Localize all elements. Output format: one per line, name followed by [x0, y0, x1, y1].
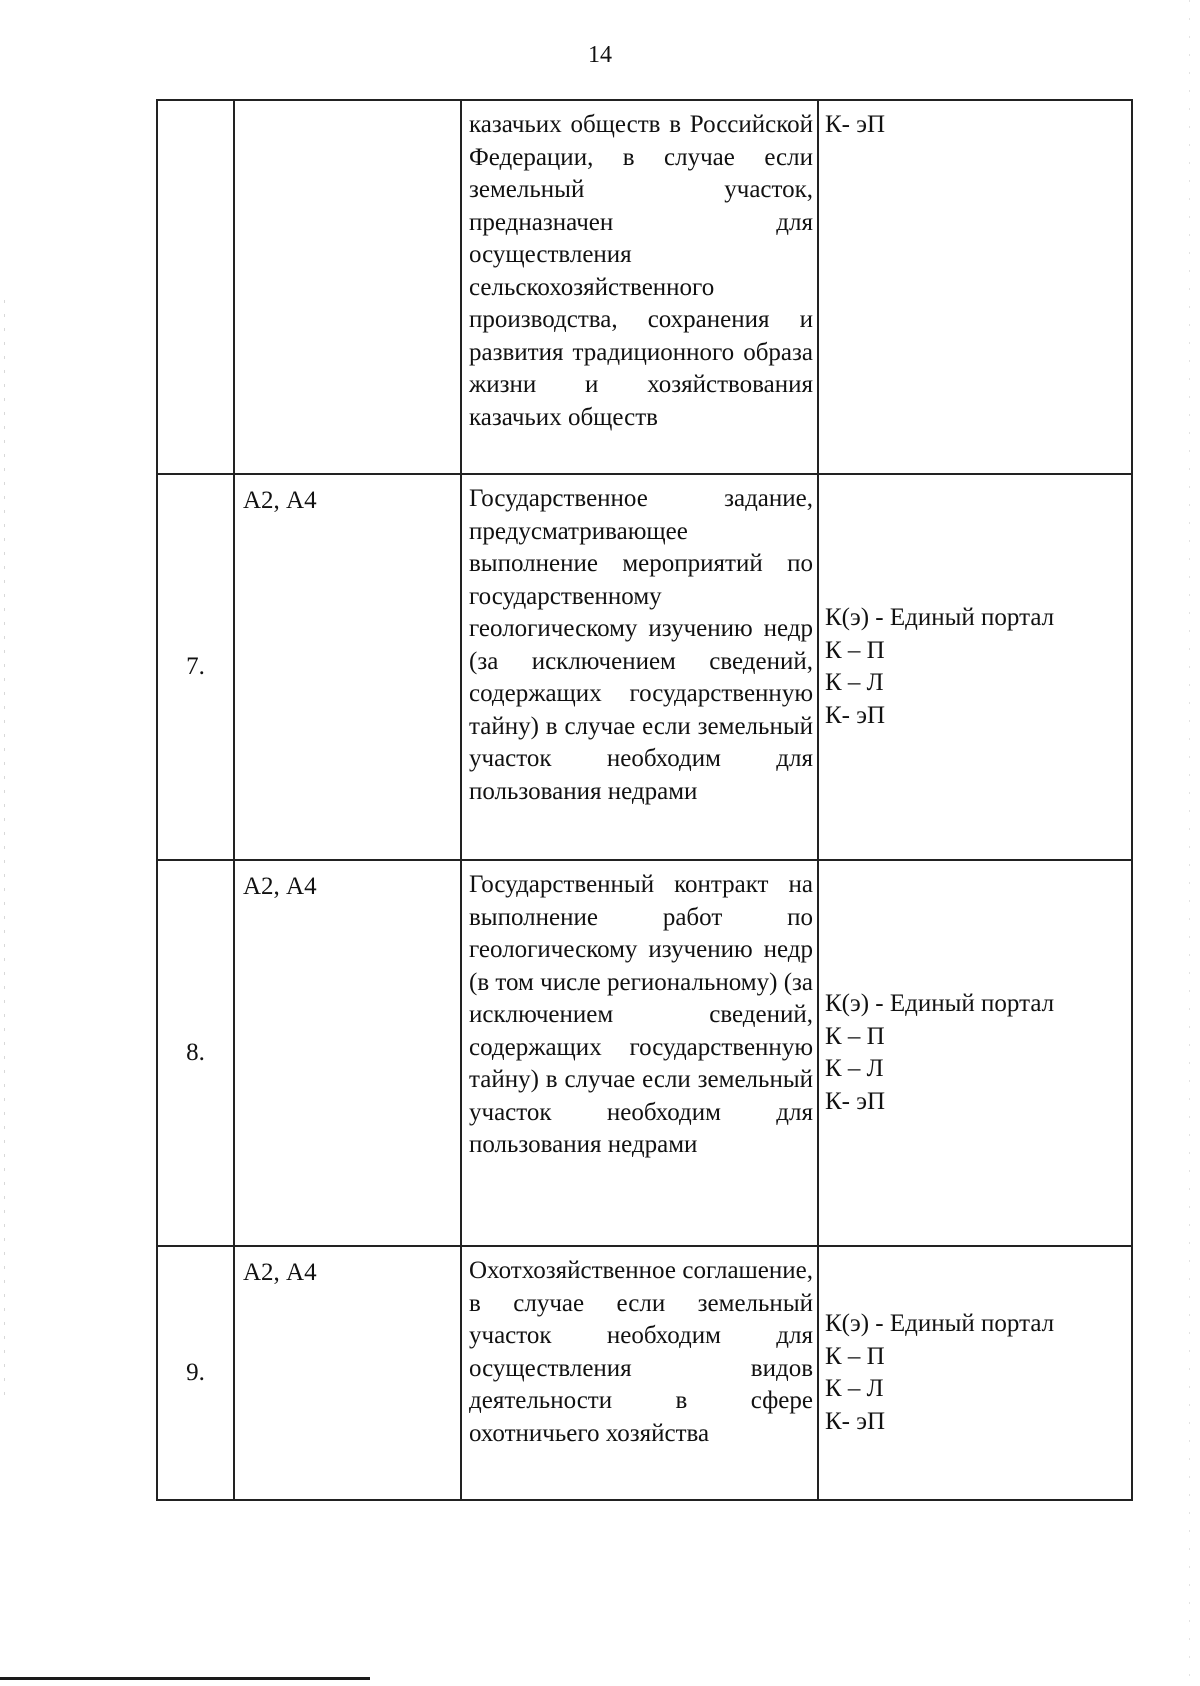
row-number-cell: 8.: [157, 860, 234, 1246]
scan-speckle-right: [1189, 0, 1190, 1686]
bottom-rule: [0, 1677, 370, 1680]
table-row: [157, 1246, 1132, 1500]
access-line: К – Л: [825, 1375, 884, 1402]
row-description-cell: казачьих обществ в Российской Федерации, в случае если земельный участок, предназначен для осуществления сельскохозяйственного производства, сохранения и развития традиционного образа жизни и хозяйствования казачьих обществ: [461, 100, 818, 474]
access-line: К- эП: [825, 1087, 886, 1115]
row-access-cell: [818, 100, 1132, 474]
row-number-cell: [157, 100, 234, 474]
row-access-cell: [818, 860, 1132, 1246]
row-access-cell: [818, 1246, 1132, 1500]
document-table: [156, 99, 1133, 1501]
access-line: К- эП: [825, 701, 886, 729]
page-number: 14: [588, 42, 612, 68]
access-line: К – П: [825, 1342, 885, 1370]
row-access-cell: [818, 474, 1132, 860]
access-line: К – П: [825, 1022, 885, 1050]
row-description-cell: Государственное задание, предусматривающее выполнение мероприятий по государственному геологическому изучению недр (за исключением сведений, содержащих государственную тайну) в случае если земельный участок необходим для пользования недрами: [461, 474, 818, 860]
access-line: К – Л: [825, 1055, 884, 1082]
row-codes-cell: А2, А4: [234, 474, 461, 860]
access-line: К(э) - Единый портал: [825, 990, 1055, 1017]
row-codes-cell: А2, А4: [234, 1246, 461, 1500]
access-line: К- эП: [825, 1407, 886, 1435]
row-codes-cell: [234, 100, 461, 474]
access-line: К(э) - Единый портал: [825, 1310, 1055, 1337]
access-line: К- эП: [825, 111, 886, 138]
access-line: К – П: [825, 636, 885, 664]
row-description-cell: Охотхозяйственное соглашение, в случае если земельный участок необходим для осуществления видов деятельности в сфере охотничьего хозяйства: [461, 1246, 818, 1500]
access-line: К(э) - Единый портал: [825, 604, 1055, 631]
table-row: [157, 474, 1132, 860]
table-row: [157, 860, 1132, 1246]
row-number-cell: 9.: [157, 1246, 234, 1500]
table-row: [157, 100, 1132, 474]
row-number-cell: 7.: [157, 474, 234, 860]
row-description-cell: Государственный контракт на выполнение работ по геологическому изучению недр (в том числе региональному) (за исключением сведений, содержащих государственную тайну) в случае если земельный участок необходим для пользования недрами: [461, 860, 818, 1246]
scan-speckle-left: [4, 300, 5, 1400]
row-codes-cell: А2, А4: [234, 860, 461, 1246]
access-line: К – Л: [825, 669, 884, 696]
